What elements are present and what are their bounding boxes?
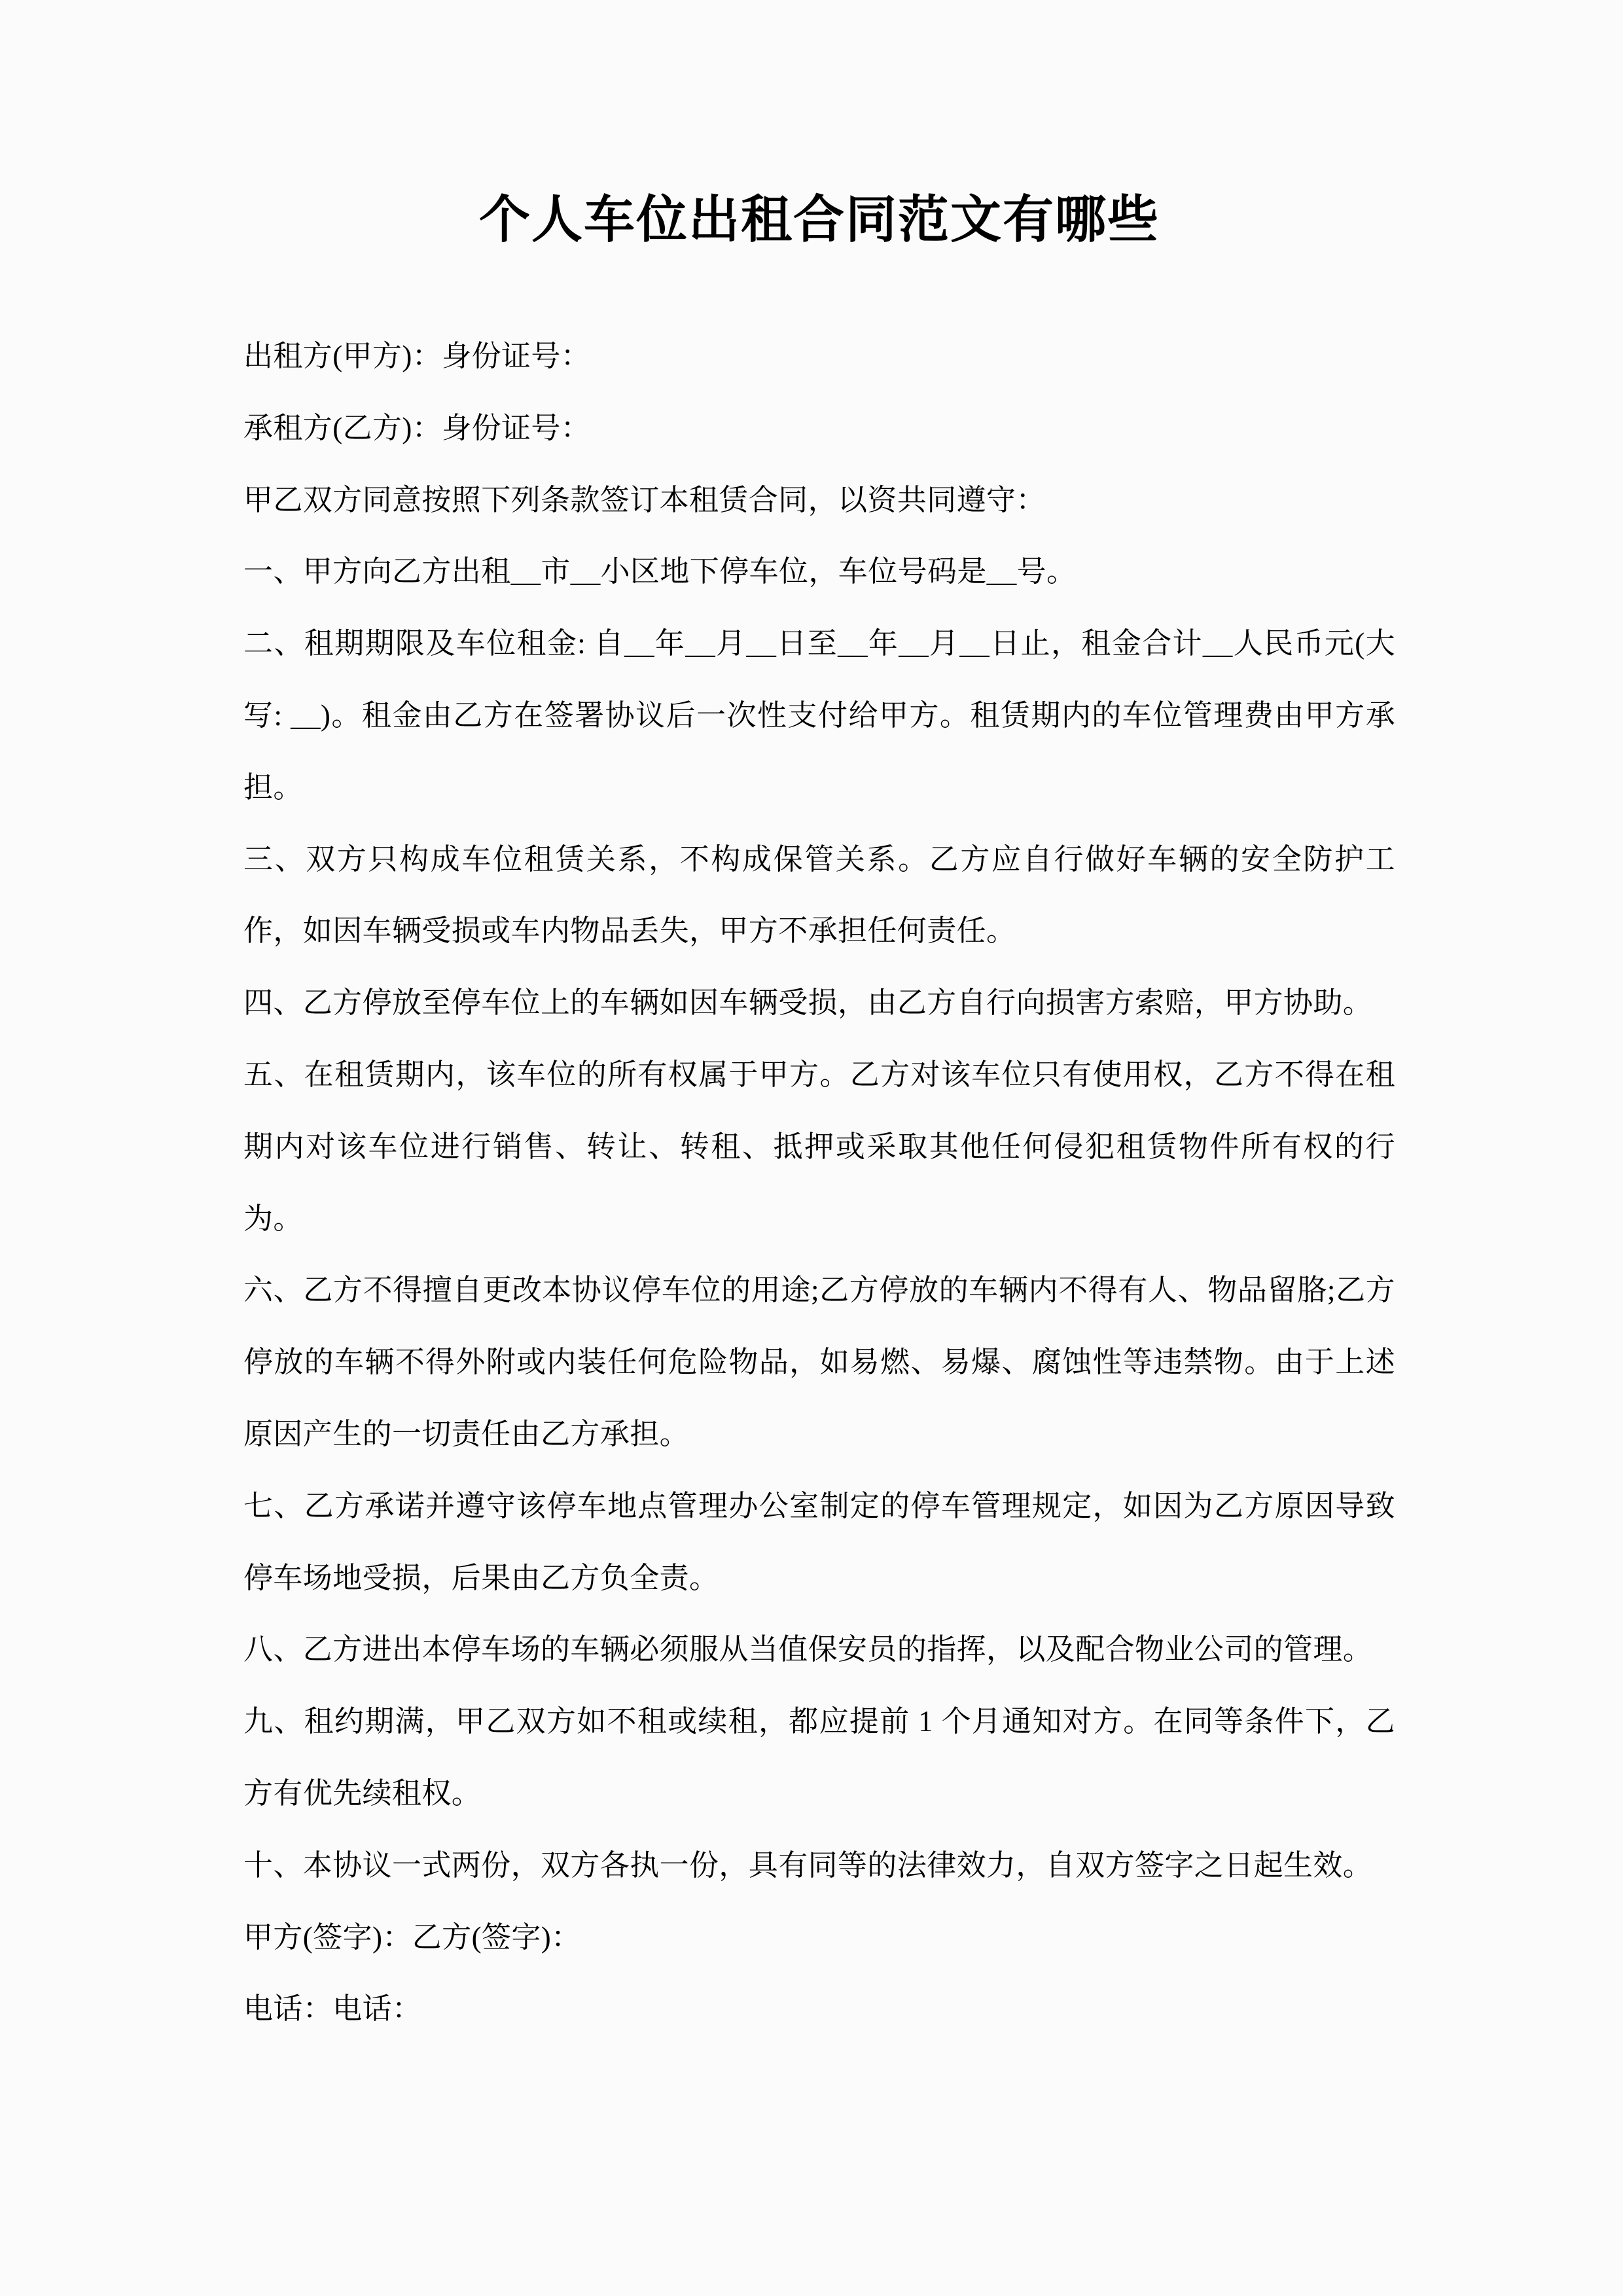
clause-2: 二、租期期限及车位租金: 自__年__月__日至__年__月__日止，租金合计__人民币元(大写: __)。租金由乙方在签署协议后一次性支付给甲方。租赁期内的车位管理费由甲方承担。 <box>243 627 1395 804</box>
clause-1: 一、甲方向乙方出租__市__小区地下停车位，车位号码是__号。 <box>243 555 1077 588</box>
clause-9: 九、租约期满，甲乙双方如不租或续租，都应提前 1 个月通知对方。在同等条件下，乙方有优先续租权。 <box>243 1705 1395 1810</box>
page-title: 个人车位出租合同范文有哪些 <box>478 191 1160 248</box>
clause-6: 六、乙方不得擅自更改本协议停车位的用途;乙方停放的车辆内不得有人、物品留胳;乙方停放的车辆不得外附或内装任何危险物品，如易燃、易爆、腐蚀性等违禁物。由于上述原因产生的一切责任由乙方承担。 <box>243 1274 1395 1450</box>
clause-3: 三、双方只构成车位租赁关系，不构成保管关系。乙方应自行做好车辆的安全防护工作，如因车辆受损或车内物品丢失，甲方不承担任何责任。 <box>243 842 1395 948</box>
lessee-line: 承租方(乙方)：身份证号： <box>243 411 591 444</box>
phone-line: 电话：电话： <box>243 1992 422 2026</box>
clause-4: 四、乙方停放至停车位上的车辆如因车辆受损，由乙方自行向损害方索赔，甲方协助。 <box>243 986 1373 1020</box>
document-body <box>243 321 1395 2045</box>
preamble-paragraph: 甲乙双方同意按照下列条款签订本租赁合同，以资共同遵守： <box>243 483 1046 516</box>
clause-7: 七、乙方承诺并遵守该停车地点管理办公室制定的停车管理规定，如因为乙方原因导致停车场地受损，后果由乙方负全责。 <box>243 1489 1395 1594</box>
clause-10: 十、本协议一式两份，双方各执一份，具有同等的法律效力，自双方签字之日起生效。 <box>243 1848 1373 1882</box>
clause-8: 八、乙方进出本停车场的车辆必须服从当值保安员的指挥，以及配合物业公司的管理。 <box>243 1633 1373 1666</box>
lessor-line: 出租方(甲方)：身份证号： <box>243 340 591 373</box>
page-content-area <box>243 0 1395 2296</box>
clause-5: 五、在租赁期内，该车位的所有权属于甲方。乙方对该车位只有使用权，乙方不得在租期内对该车位进行销售、转让、转租、抵押或采取其他任何侵犯租赁物件所有权的行为。 <box>243 1058 1395 1235</box>
signature-line: 甲方(签字)：乙方(签字)： <box>243 1920 581 1954</box>
